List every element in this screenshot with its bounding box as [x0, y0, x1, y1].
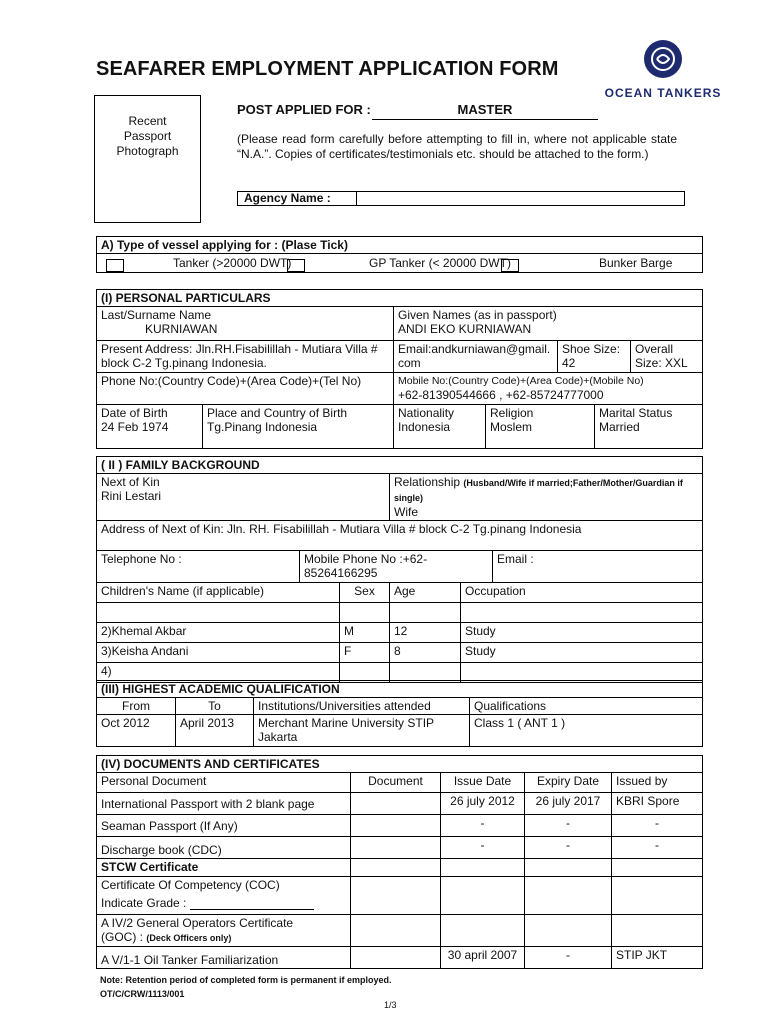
document-issued-by[interactable]: - — [612, 837, 703, 859]
tanker-label: Tanker (>20000 DWT) — [173, 256, 292, 270]
surname-label: Last/Surname Name — [101, 308, 212, 322]
goc-row[interactable] — [97, 915, 703, 947]
child-name[interactable] — [97, 603, 340, 623]
coc-cell — [97, 877, 351, 915]
email-cell[interactable]: Email:andkurniawan@gmail.com — [394, 341, 558, 373]
vessel-type-table — [96, 236, 703, 273]
academic-from[interactable]: Oct 2012 — [97, 715, 176, 747]
child-occupation[interactable]: Study — [461, 643, 703, 663]
child-age[interactable]: 8 — [390, 643, 461, 663]
goc-cell — [97, 915, 351, 947]
photo-label-2: Passport — [123, 129, 172, 143]
child-name[interactable]: 3)Keisha Andani — [97, 643, 340, 663]
sex-header: Sex — [340, 583, 390, 603]
coc-row[interactable] — [97, 877, 703, 915]
document-expiry-date[interactable]: 26 july 2017 — [525, 793, 612, 815]
surname-value: KURNIAWAN — [145, 322, 218, 336]
shoe-size-cell[interactable]: Shoe Size: 42 — [558, 341, 631, 373]
next-of-kin-value: Rini Lestari — [101, 489, 162, 503]
agency-name-input[interactable] — [357, 192, 684, 205]
coc-issued-by[interactable] — [612, 877, 703, 915]
form-title: SEAFARER EMPLOYMENT APPLICATION FORM — [96, 58, 559, 80]
given-names-label: Given Names (as in passport) — [398, 308, 557, 322]
mobile-label: Mobile No:(Country Code)+(Area Code)+(Mobile No) — [398, 375, 644, 387]
doc-col-expiry: Expiry Date — [525, 773, 612, 793]
oil-tanker-document[interactable] — [351, 947, 441, 969]
agency-name-label: Agency Name : — [238, 192, 357, 205]
coc-document[interactable] — [351, 877, 441, 915]
academic-table — [96, 680, 703, 747]
bunker-barge-label: Bunker Barge — [599, 256, 673, 270]
gp-tanker-label: GP Tanker (< 20000 DWT) — [369, 256, 511, 270]
coc-issue[interactable] — [441, 877, 525, 915]
photo-label-3: Photograph — [116, 144, 179, 158]
goc-issued-by[interactable] — [612, 915, 703, 947]
document-row[interactable] — [97, 815, 703, 837]
dob-label: Date of Birth — [101, 406, 168, 420]
document-issue-date[interactable]: - — [441, 815, 525, 837]
nok-address-cell[interactable]: Address of Next of Kin: Jln. RH. Fisabilillah - Mutiara Villa # block C-2 Tg.pinang Indonesia — [97, 521, 703, 551]
passport-photo-box[interactable] — [94, 95, 201, 223]
document-issued-by[interactable]: KBRI Spore — [612, 793, 703, 815]
religion-value: Moslem — [490, 420, 533, 434]
grade-label: Indicate Grade : — [101, 896, 187, 910]
document-number[interactable] — [351, 815, 441, 837]
coc-label: Certificate Of Competency (COC) — [101, 878, 280, 892]
relationship-cell[interactable] — [390, 474, 703, 521]
nationality-value: Indonesia — [398, 420, 451, 434]
document-expiry-date[interactable]: - — [525, 815, 612, 837]
family-heading: ( II ) FAMILY BACKGROUND — [97, 457, 703, 474]
oil-tanker-row[interactable] — [97, 947, 703, 969]
relationship-value: Wife — [394, 505, 418, 519]
doc-col-issue: Issue Date — [441, 773, 525, 793]
phone-cell[interactable]: Phone No:(Country Code)+(Area Code)+(Tel No) — [97, 373, 394, 405]
child-sex[interactable]: M — [340, 623, 390, 643]
document-number[interactable] — [351, 837, 441, 859]
academic-qualification[interactable]: Class 1 ( ANT 1 ) — [470, 715, 703, 747]
bunker-barge-checkbox[interactable] — [501, 259, 519, 272]
surname-cell[interactable] — [97, 307, 394, 341]
document-issued-by[interactable]: - — [612, 815, 703, 837]
marital-label: Marital Status — [599, 406, 673, 420]
mobile-cell[interactable] — [394, 373, 703, 405]
pob-label: Place and Country of Birth — [207, 406, 348, 420]
document-number[interactable] — [351, 793, 441, 815]
next-of-kin-cell[interactable] — [97, 474, 390, 521]
goc-label: A IV/2 General Operators Certificate — [101, 916, 294, 930]
oil-tanker-issued-by[interactable]: STIP JKT — [612, 947, 703, 969]
from-header: From — [97, 698, 176, 715]
given-names-value: ANDI EKO KURNIAWAN — [398, 322, 532, 336]
tanker-checkbox[interactable] — [106, 259, 124, 272]
dob-cell[interactable] — [97, 405, 203, 449]
to-header: To — [176, 698, 254, 715]
family-email-cell[interactable]: Email : — [493, 551, 703, 583]
document-issue-date[interactable]: - — [441, 837, 525, 859]
child-row[interactable] — [97, 623, 703, 643]
form-instructions: (Please read form carefully before attempting to fill in, where not applicable state “N.A.”. Copies of certificates/testimonials etc. should be attached to the form.) — [237, 132, 677, 161]
family-background-table — [96, 456, 703, 683]
goc-document[interactable] — [351, 915, 441, 947]
overall-size-cell[interactable]: Overall Size: XXL — [631, 341, 703, 373]
oil-tanker-label: A V/1-1 Oil Tanker Familiarization — [97, 947, 351, 969]
pob-cell[interactable] — [203, 405, 394, 449]
photo-label-1: Recent — [128, 114, 167, 128]
document-row[interactable] — [97, 793, 703, 815]
personal-particulars-table — [96, 289, 703, 449]
doc-col-issued-by: Issued by — [612, 773, 703, 793]
nationality-label: Nationality — [398, 406, 455, 420]
documents-table — [96, 755, 703, 969]
document-row[interactable] — [97, 837, 703, 859]
oil-tanker-issue[interactable]: 30 april 2007 — [441, 947, 525, 969]
occupation-header: Occupation — [461, 583, 703, 603]
given-names-cell[interactable] — [394, 307, 703, 341]
child-sex[interactable]: F — [340, 643, 390, 663]
marital-cell[interactable] — [595, 405, 703, 449]
personal-heading: (I) PERSONAL PARTICULARS — [97, 290, 703, 307]
child-name[interactable]: 4) — [97, 663, 340, 683]
oil-tanker-expiry[interactable]: - — [525, 947, 612, 969]
goc-label-2: (GOC) : — [101, 930, 143, 944]
religion-cell[interactable] — [486, 405, 595, 449]
agency-name-field — [237, 191, 685, 206]
child-occupation[interactable] — [461, 603, 703, 623]
document-name: International Passport with 2 blank page — [97, 793, 351, 815]
marital-value: Married — [599, 420, 640, 434]
goc-expiry[interactable] — [525, 915, 612, 947]
telephone-cell[interactable]: Telephone No : — [97, 551, 300, 583]
stcw-doc-cell — [351, 859, 441, 877]
document-name: Discharge book (CDC) — [97, 837, 351, 859]
retention-note: Note: Retention period of completed form is permanent if employed. — [100, 975, 392, 985]
grade-input[interactable] — [190, 899, 314, 910]
mobile-phone-cell[interactable]: Mobile Phone No :+62-85264166295 — [300, 551, 493, 583]
coc-expiry[interactable] — [525, 877, 612, 915]
documents-heading: (IV) DOCUMENTS AND CERTIFICATES — [97, 756, 703, 773]
institution-header: Institutions/Universities attended — [254, 698, 470, 715]
dob-value: 24 Feb 1974 — [101, 420, 169, 434]
children-name-header: Children's Name (if applicable) — [97, 583, 340, 603]
religion-label: Religion — [490, 406, 534, 420]
form-code: OT/C/CRW/1113/001 — [100, 989, 185, 999]
page-number: 1/3 — [384, 1000, 397, 1010]
academic-institution[interactable]: Merchant Marine University STIP Jakarta — [254, 715, 470, 747]
stcw-by-cell — [612, 859, 703, 877]
goc-note: (Deck Officers only) — [146, 933, 232, 943]
vessel-type-heading: A) Type of vessel applying for : (Plase Tick) — [97, 237, 703, 254]
document-issue-date[interactable]: 26 july 2012 — [441, 793, 525, 815]
mobile-value: +62-81390544666 , +62-85724777000 — [398, 388, 604, 402]
post-applied-value[interactable]: MASTER — [372, 102, 598, 120]
stcw-issue-cell — [441, 859, 525, 877]
child-occupation[interactable]: Study — [461, 623, 703, 643]
child-row[interactable] — [97, 603, 703, 623]
address-cell[interactable]: Present Address: Jln.RH.Fisabilillah - Mutiara Villa # block C-2 Tg.pinang Indonesia. — [97, 341, 394, 373]
academic-to[interactable]: April 2013 — [176, 715, 254, 747]
stcw-heading: STCW Certificate — [97, 859, 351, 877]
vessel-type-options — [97, 254, 703, 273]
company-logo — [598, 40, 728, 100]
nationality-cell[interactable] — [394, 405, 486, 449]
document-expiry-date[interactable]: - — [525, 837, 612, 859]
next-of-kin-label: Next of Kin — [101, 475, 160, 489]
child-row[interactable] — [97, 643, 703, 663]
child-age[interactable] — [390, 603, 461, 623]
doc-col-document: Document — [351, 773, 441, 793]
child-sex[interactable] — [340, 603, 390, 623]
gp-tanker-checkbox[interactable] — [287, 259, 305, 272]
child-age[interactable]: 12 — [390, 623, 461, 643]
academic-heading: (III) HIGHEST ACADEMIC QUALIFICATION — [97, 681, 703, 698]
document-name: Seaman Passport (If Any) — [97, 815, 351, 837]
logo-emblem-icon — [644, 40, 682, 78]
qualification-header: Qualifications — [470, 698, 703, 715]
relationship-note: (Husband/Wife if married;Father/Mother/Guardian if single) — [394, 478, 683, 503]
age-header: Age — [390, 583, 461, 603]
post-applied-label: POST APPLIED FOR : — [237, 102, 371, 117]
logo-text: OCEAN TANKERS — [604, 86, 722, 100]
goc-issue[interactable] — [441, 915, 525, 947]
child-name[interactable]: 2)Khemal Akbar — [97, 623, 340, 643]
doc-col-personal: Personal Document — [97, 773, 351, 793]
pob-value: Tg.Pinang Indonesia — [207, 420, 318, 434]
relationship-label: Relationship — [394, 475, 461, 489]
stcw-expiry-cell — [525, 859, 612, 877]
